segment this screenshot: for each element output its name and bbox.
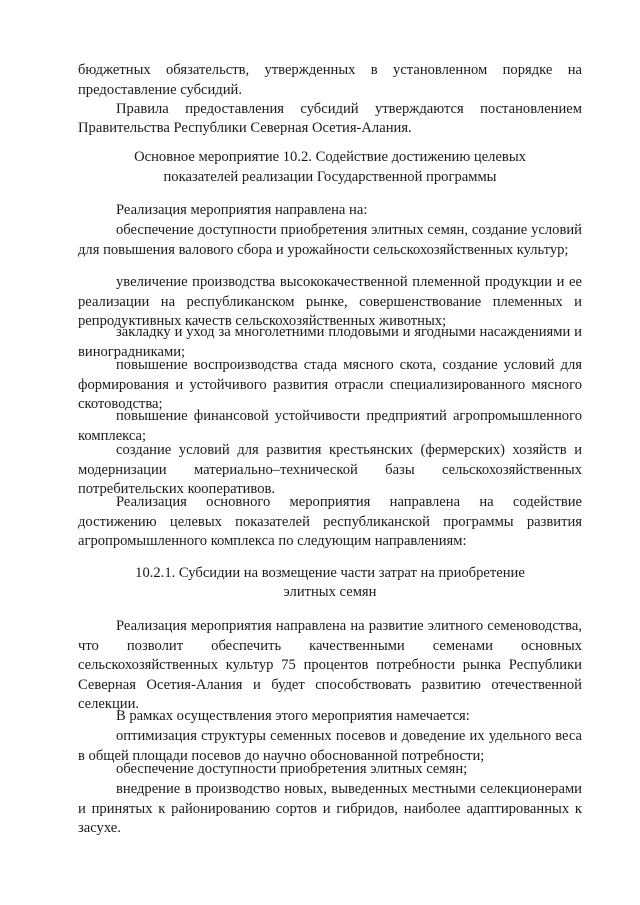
paragraph: Реализация основного мероприятия направлена на содействие достижению целевых показателей республиканской программы развития агропромышленного комплекса по следующим направлениям: (78, 494, 582, 550)
paragraph: обеспечение доступности приобретения элитных семян, создание условий для повышения валового сбора и урожайности сельскохозяйственных культур; (78, 222, 582, 258)
paragraph: В рамках осуществления этого мероприятия намечается: (116, 708, 470, 724)
paragraph: обеспечение доступности приобретения элитных семян; (116, 761, 468, 777)
section-heading: Основное мероприятие 10.2. Содействие достижению целевых (134, 149, 526, 165)
paragraph: создание условий для развития крестьянских (фермерских) хозяйств и модернизации материально–технической базы сельскохозяйственных потребительских кооперативов. (78, 442, 582, 498)
paragraph-line: предоставление субсидий. (78, 82, 242, 98)
paragraph-line: Правила предоставления субсидий утверждаются постановлением (116, 101, 582, 117)
subsection-heading: элитных семян (283, 584, 377, 600)
paragraph-line: Правительства Республики Северная Осетия-Алания. (78, 120, 412, 136)
paragraph: повышение воспроизводства стада мясного скота, создание условий для формирования и устойчивого развития отрасли специализированного мясного скотоводства; (78, 357, 582, 413)
paragraph: Реализация мероприятия направлена на развитие элитного семеноводства, что позволит обеспечить качественными семенами основных сельскохозяйственных культур 75 процентов потребности рынка Республики Северная Осетия-Алания и будет способствовать развитию отечественной селекции. (78, 618, 582, 713)
subsection-heading: 10.2.1. Субсидии на возмещение части затрат на приобретение (135, 565, 525, 581)
paragraph: Реализация мероприятия направлена на: (116, 202, 368, 218)
paragraph: увеличение производства высококачественной племенной продукции и ее реализации на республиканском рынке, совершенствование племенных и репродуктивных качеств сельскохозяйственных животных; (78, 274, 582, 330)
paragraph: повышение финансовой устойчивости предприятий агропромышленного комплекса; (78, 408, 582, 444)
paragraph: закладку и уход за многолетними плодовыми и ягодными насаждениями и виноградниками; (78, 324, 582, 360)
paragraph: оптимизация структуры семенных посевов и доведение их удельного веса в общей площади посевов до научно обоснованной потребности; (78, 728, 582, 764)
paragraph: внедрение в производство новых, выведенных местными селекционерами и принятых к районированию сортов и гибридов, наиболее адаптированных к засухе. (78, 781, 582, 837)
section-heading: показателей реализации Государственной программы (163, 169, 497, 185)
paragraph-line: бюджетных обязательств, утвержденных в установленном порядке на (78, 62, 582, 78)
